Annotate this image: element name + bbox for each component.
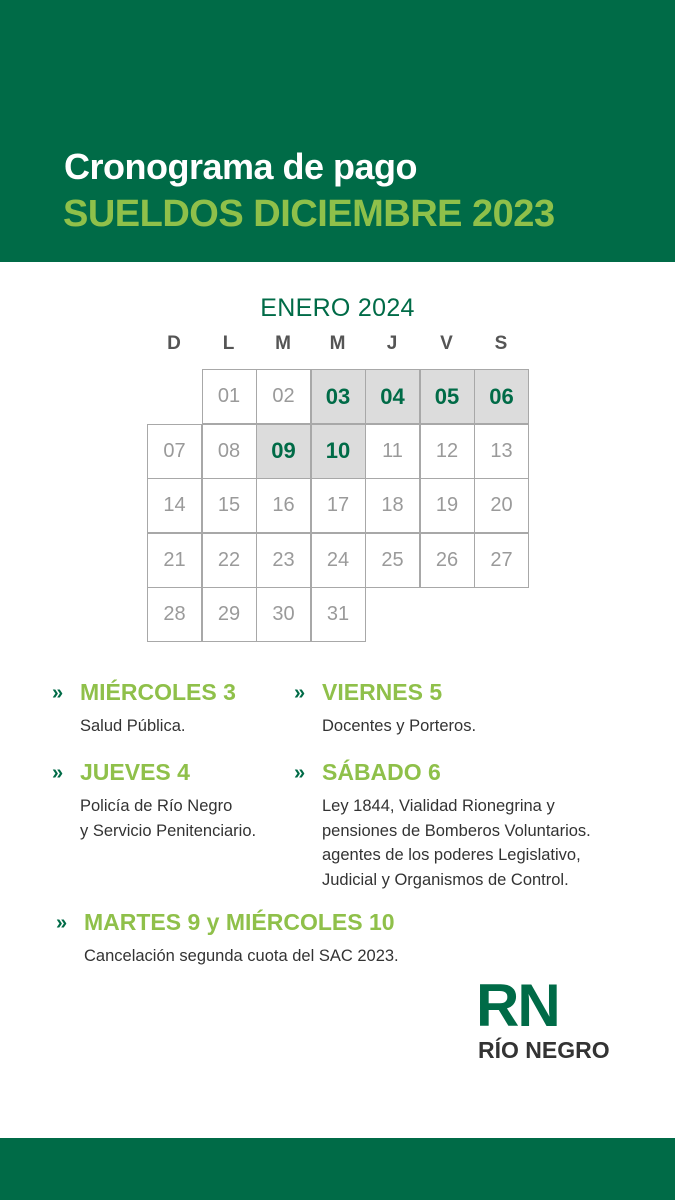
- schedule-day-title: SÁBADO 6: [322, 759, 441, 785]
- calendar-day-highlighted: 03: [311, 369, 366, 424]
- calendar-day: 07: [147, 424, 202, 479]
- chevron-right-icon: »: [52, 682, 64, 704]
- calendar-day-highlighted: 06: [474, 369, 529, 424]
- calendar-day: 11: [365, 424, 420, 479]
- calendar-day-highlighted: 04: [365, 369, 420, 424]
- weekday-label: L: [222, 333, 235, 354]
- calendar-day: 31: [311, 587, 366, 642]
- calendar-day: 22: [202, 533, 257, 588]
- weekday-label: S: [494, 333, 508, 354]
- calendar-day: 18: [365, 478, 420, 533]
- schedule-description: [84, 944, 399, 969]
- calendar-day-highlighted: 09: [256, 424, 311, 479]
- calendar-day: 19: [420, 478, 475, 533]
- calendar-day: 14: [147, 478, 202, 533]
- description-line: Judicial y Organismos de Control.: [322, 870, 569, 889]
- schedule-description: [322, 794, 591, 892]
- page-subtitle: SUELDOS DICIEMBRE 2023: [63, 193, 555, 235]
- description-line: y Servicio Penitenciario.: [80, 821, 257, 840]
- calendar-day: 25: [365, 533, 420, 588]
- page-title: Cronograma de pago: [64, 146, 418, 187]
- description-line: Salud Pública.: [80, 717, 186, 735]
- calendar-day: 02: [256, 369, 311, 424]
- chevron-right-icon: »: [294, 682, 306, 704]
- calendar-month-label: ENERO 2024: [260, 294, 415, 322]
- description-line: Policía de Río Negro: [80, 797, 233, 815]
- schedule-description: [80, 794, 256, 843]
- calendar-day: 13: [474, 424, 529, 479]
- calendar-day: 12: [420, 424, 475, 479]
- description-line: Ley 1844, Vialidad Rionegrina y: [322, 797, 555, 815]
- calendar-day: 01: [202, 369, 257, 424]
- schedule-day-title: MIÉRCOLES 3: [80, 679, 236, 705]
- rio-negro-logo-mark: RN: [476, 972, 559, 1039]
- calendar-day: 26: [420, 533, 475, 588]
- calendar-day: 20: [474, 478, 529, 533]
- weekday-label: J: [386, 333, 398, 354]
- calendar-day: 17: [311, 478, 366, 533]
- footer-banner: [0, 1138, 675, 1200]
- calendar-grid: [147, 369, 530, 642]
- calendar-day: 15: [202, 478, 257, 533]
- weekday-label: M: [275, 333, 291, 354]
- weekday-label: M: [329, 333, 346, 354]
- calendar-day: 27: [474, 533, 529, 588]
- description-line: Docentes y Porteros.: [322, 717, 477, 735]
- schedule-day-title: VIERNES 5: [322, 679, 443, 705]
- calendar-day: 24: [311, 533, 366, 588]
- header-banner: [0, 0, 675, 262]
- calendar-day-highlighted: 05: [420, 369, 475, 424]
- calendar-day: 28: [147, 587, 202, 642]
- calendar-day: 23: [256, 533, 311, 588]
- schedule-day-title: MARTES 9 y MIÉRCOLES 10: [84, 909, 395, 935]
- calendar-day-highlighted: 10: [311, 424, 366, 479]
- chevron-right-icon: »: [56, 912, 68, 934]
- calendar-day: 30: [256, 587, 311, 642]
- schedule-day-title: JUEVES 4: [80, 759, 190, 785]
- rio-negro-logo-text: RÍO NEGRO: [478, 1037, 610, 1063]
- schedule-description: [322, 714, 476, 739]
- description-line: Cancelación segunda cuota del SAC 2023.: [84, 947, 399, 965]
- weekday-label: D: [167, 333, 181, 354]
- schedule-description: [80, 714, 186, 739]
- calendar-weekday-row: [147, 333, 529, 359]
- calendar-day: 08: [202, 424, 257, 479]
- calendar-day: 21: [147, 533, 202, 588]
- weekday-label: V: [440, 333, 453, 354]
- calendar-day: 29: [202, 587, 257, 642]
- chevron-right-icon: »: [52, 762, 64, 784]
- calendar-day: 16: [256, 478, 311, 533]
- description-line: agentes de los poderes Legislativo,: [322, 846, 581, 864]
- chevron-right-icon: »: [294, 762, 306, 784]
- description-line: pensiones de Bomberos Voluntarios.: [322, 821, 591, 840]
